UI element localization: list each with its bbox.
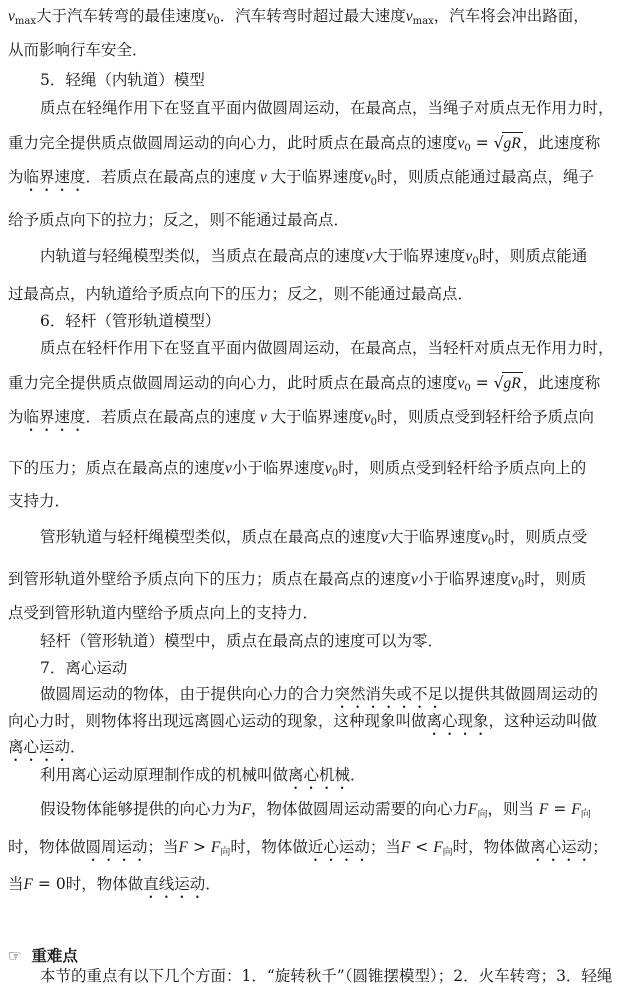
para-8-line-2: 时，物体做圆周运动；当$F > F_向$时，物体做近心运动；当$F < F_向$时，物体做离心运动；	[8, 838, 608, 858]
para-5-line-1: 质点在轻绳作用下在竖直平面内做圆周运动，在最高点，当绳子对质点无作用力时，	[40, 99, 614, 117]
para-5-line-3: 为临界速度．若质点在最高点的速度 v 大于临界速度$v_0$时，则质点能通过最高点，绳子	[8, 168, 594, 188]
para-7-line-4: 利用离心运动原理制作成的机械叫做离心机械．	[40, 766, 366, 784]
para-6-line-5: 支持力．	[8, 492, 71, 510]
line-2: 从而影响行车安全．	[8, 41, 148, 59]
para-7-line-1: 做圆周运动的物体，由于提供向心力的合力突然消失或不足以提供其做圆周运动的	[40, 685, 599, 703]
para-6-line-7: 到管形轨道外壁给予质点向下的压力；质点在最高点的速度v小于临界速度$v_0$时，则质	[8, 570, 587, 590]
key-difficulty-heading	[8, 946, 78, 966]
para-6-line-1: 质点在轻杆作用下在竖直平面内做圆周运动，在最高点，当轻杆对质点无作用力时，	[40, 339, 614, 357]
heading-5: 5．轻绳（内轨道）模型	[40, 71, 205, 89]
last-line: 本节的重点有以下几个方面：1．“旋转秋千”（圆锥摆模型）；2．火车转弯；3．轻绳	[40, 967, 613, 985]
para-5-line-4: 给予质点向下的拉力；反之，则不能通过最高点．	[8, 211, 350, 229]
para-6-line-8: 点受到管形轨道内壁给予质点向上的支持力．	[8, 604, 319, 622]
para-8-line-3: 当F = 0时，物体做直线运动．	[8, 875, 221, 893]
para-6-line-4: 下的压力；质点在最高点的速度v小于临界速度$v_0$时，则质点受到轻杆给予质点向上的	[8, 459, 587, 479]
heading-title: 重难点	[31, 947, 78, 965]
line-1: $v_{max}$大于汽车转弯的最佳速度$v_0$．汽车转弯时超过最大速度$v_{max}$，汽车将会冲出路面，	[8, 7, 589, 27]
heading-6: 6．轻杆（管形轨道模型）	[40, 312, 221, 330]
para-7-line-3: 离心运动．	[8, 738, 86, 756]
para-5-line-2: 重力完全提供质点做圆周运动的向心力，此时质点在最高点的速度$v_0 = √gR$ ，此速度称	[8, 134, 601, 154]
para-6-line-6: 管形轨道与轻杆绳模型类似，质点在最高点的速度v大于临界速度$v_0$时，则质点受	[40, 528, 588, 548]
para-5-line-5: 内轨道与轻绳模型类似，当质点在最高点的速度v大于临界速度$v_0$时，则质点能通	[40, 247, 588, 267]
para-8-line-1: 假设物体能够提供的向心力为F，物体做圆周运动需要的向心力$F_向$，则当 $F = F_向$	[40, 800, 591, 820]
para-6-line-9: 轻杆（管形轨道）模型中，质点在最高点的速度可以为零．	[40, 632, 444, 650]
para-5-line-6: 过最高点，内轨道给予质点向下的压力；反之，则不能通过最高点．	[8, 285, 474, 303]
para-6-line-2: 重力完全提供质点做圆周运动的向心力，此时质点在最高点的速度$v_0 = √gR$ ，此速度称	[8, 374, 601, 394]
heading-7: 7．离心运动	[40, 659, 128, 677]
para-7-line-2: 向心力时，则物体将出现远离圆心运动的现象，这种现象叫做离心现象，这种运动叫做	[8, 712, 598, 730]
pointing-hand-icon: ☞	[8, 947, 22, 965]
para-6-line-3: 为临界速度．若质点在最高点的速度 v 大于临界速度$v_0$时，则质点受到轻杆给予质点向	[8, 408, 594, 428]
